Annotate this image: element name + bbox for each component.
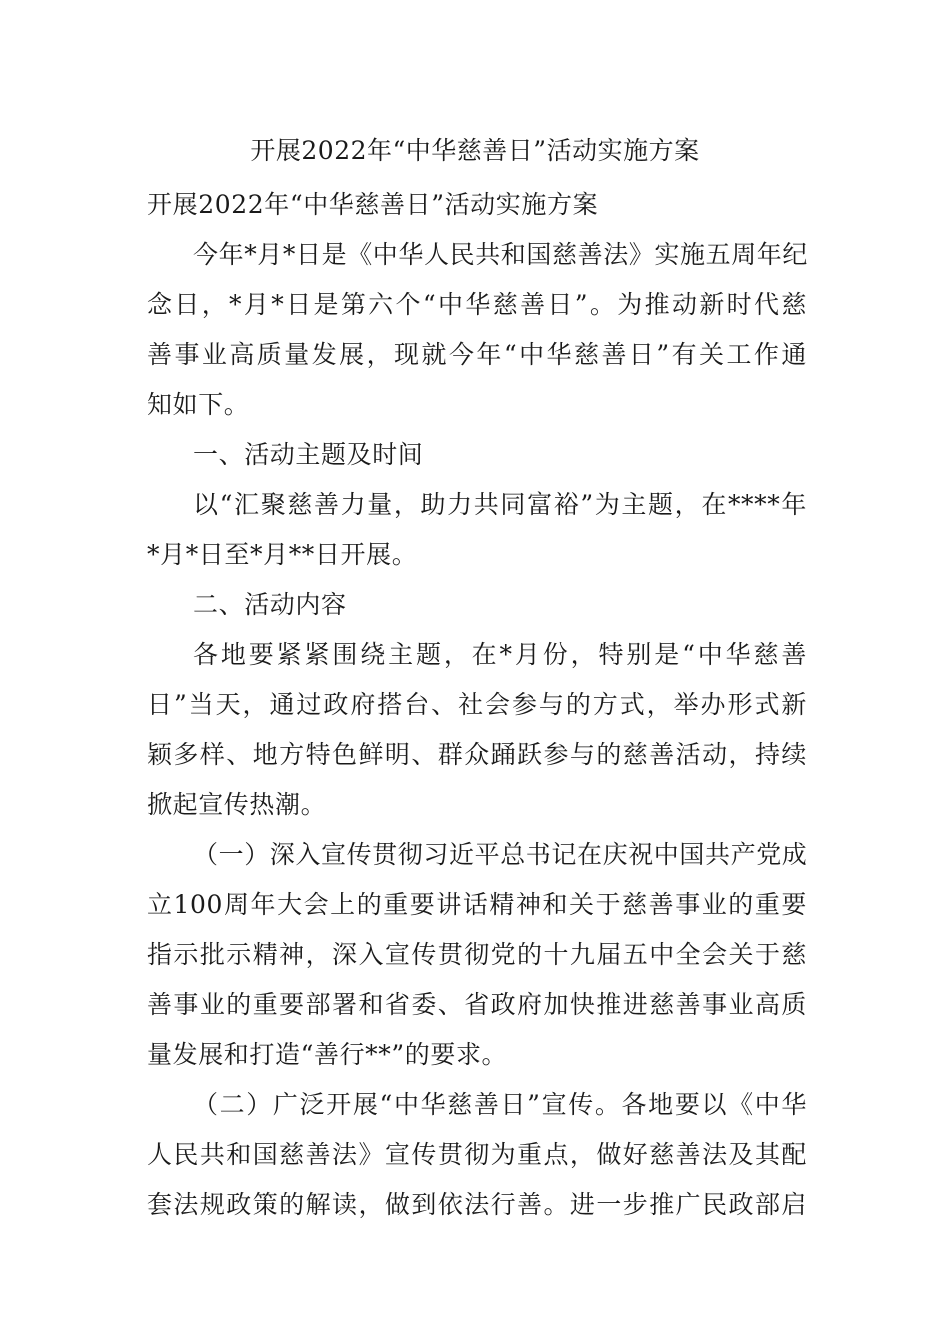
section-heading xyxy=(147,430,807,480)
paragraph-line: 以“汇聚慈善力量，助力共同富裕”为主题，在****年 xyxy=(193,490,807,519)
paragraph xyxy=(147,630,807,830)
paragraph xyxy=(147,480,807,580)
paragraph xyxy=(147,230,807,430)
paragraph-line: 善事业的重要部署和省委、省政府加快推进慈善事业高质 xyxy=(147,990,807,1019)
paragraph-line: 人民共和国慈善法》宣传贯彻为重点，做好慈善法及其配 xyxy=(147,1140,807,1169)
paragraph-line: 二、活动内容 xyxy=(193,590,347,619)
paragraph-line: 念日，*月*日是第六个“中华慈善日”。为推动新时代慈 xyxy=(147,290,807,319)
paragraph-line: 颖多样、地方特色鲜明、群众踊跃参与的慈善活动，持续 xyxy=(147,740,807,769)
paragraph-line: *月*日至*月**日开展。 xyxy=(147,540,418,569)
document-subtitle: 开展2022年“中华慈善日”活动实施方案 xyxy=(147,190,599,219)
paragraph-line: 一、活动主题及时间 xyxy=(193,440,424,469)
paragraph-line: （一）深入宣传贯彻习近平总书记在庆祝中国共产党成 xyxy=(193,840,808,869)
paragraph-line: 掀起宣传热潮。 xyxy=(147,790,327,819)
paragraph xyxy=(147,1080,807,1230)
paragraph-line: 指示批示精神，深入宣传贯彻党的十九届五中全会关于慈 xyxy=(147,940,807,969)
paragraph-line: 立100周年大会上的重要讲话精神和关于慈善事业的重要 xyxy=(147,890,807,919)
paragraph-line: （二）广泛开展“中华慈善日”宣传。各地要以《中华 xyxy=(193,1090,807,1119)
paragraph-line: 日”当天，通过政府搭台、社会参与的方式，举办形式新 xyxy=(147,690,807,719)
paragraph-line: 套法规政策的解读，做到依法行善。进一步推广民政部启 xyxy=(147,1190,807,1219)
document-body xyxy=(147,180,807,1230)
paragraph-line: 各地要紧紧围绕主题，在*月份，特别是“中华慈善 xyxy=(193,640,807,669)
document-title: 开展2022年“中华慈善日”活动实施方案 xyxy=(250,136,700,165)
paragraph xyxy=(147,830,807,1080)
section-heading xyxy=(147,580,807,630)
paragraph-line: 知如下。 xyxy=(147,390,250,419)
paragraph-line: 量发展和打造“善行**”的要求。 xyxy=(147,1040,508,1069)
paragraph-line: 今年*月*日是《中华人民共和国慈善法》实施五周年纪 xyxy=(193,240,809,269)
paragraph-line: 善事业高质量发展，现就今年“中华慈善日”有关工作通 xyxy=(147,340,807,369)
